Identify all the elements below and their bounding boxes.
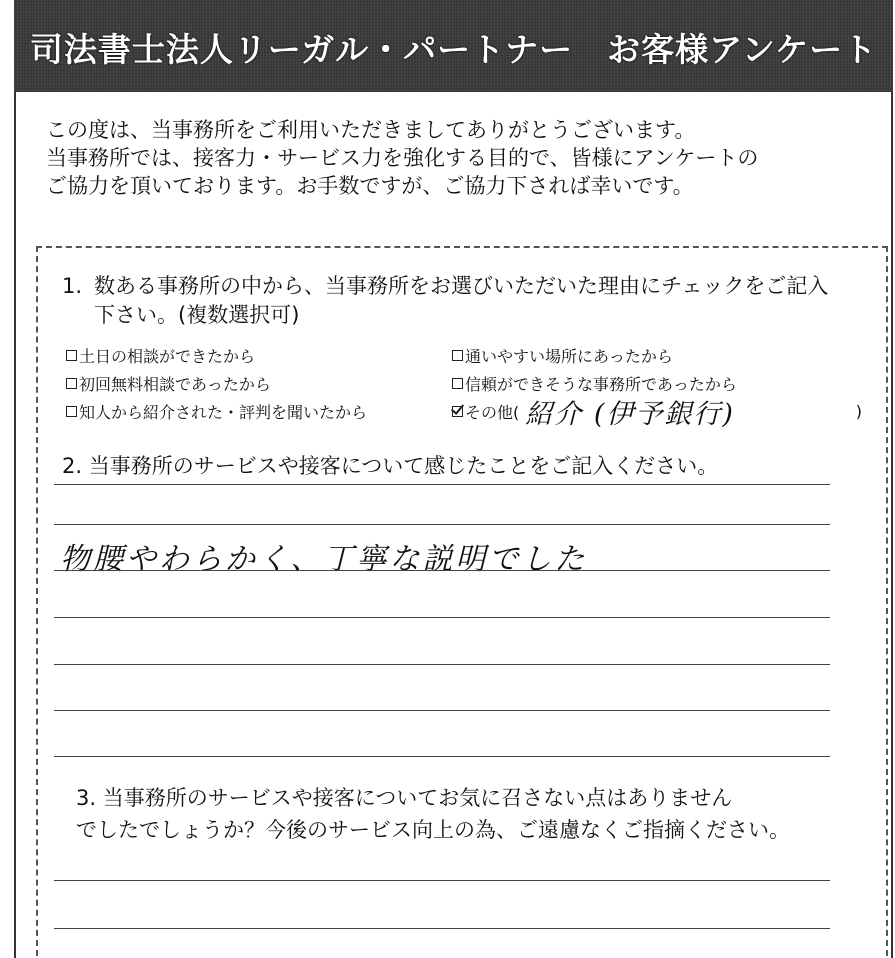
answer-line xyxy=(54,617,830,618)
question-2: 2. 当事務所のサービスや接客について感じたことをご記入ください。 xyxy=(62,454,719,478)
answer-line xyxy=(54,928,830,929)
question-3-line1: 3. 当事務所のサービスや接客についてお気に召さない点はありません xyxy=(76,786,733,810)
checkbox[interactable] xyxy=(66,406,77,417)
header-banner xyxy=(14,0,893,92)
handwritten-other: 紹介 (伊予銀行) xyxy=(525,399,735,430)
intro-line: ご協力を頂いております。お手数ですが、ご協力下されば幸いです。 xyxy=(46,174,694,198)
question-1-text-cont: 下さい。(複数選択可) xyxy=(94,303,300,327)
checkbox-checked[interactable] xyxy=(452,406,463,417)
option-close-paren: ) xyxy=(855,402,862,421)
form-title: 司法書士法人リーガル・パートナー お客様アンケート xyxy=(29,30,878,69)
option-weekend-consult[interactable] xyxy=(66,344,255,367)
question-1-number: 1. xyxy=(62,274,83,298)
answer-line xyxy=(54,524,830,525)
answer-line xyxy=(54,880,830,881)
intro-text xyxy=(46,116,866,200)
option-referral[interactable] xyxy=(66,400,367,423)
answer-line xyxy=(54,756,830,757)
intro-line: 当事務所では、接客力・サービス力を強化する目的で、皆様にアンケートの xyxy=(46,146,759,170)
answer-line xyxy=(54,484,830,485)
option-convenient-location[interactable] xyxy=(452,344,673,367)
option-label: 初回無料相談であったから xyxy=(79,375,271,394)
checkbox[interactable] xyxy=(66,378,77,389)
question-3-line2: でしたでしょうか？今後のサービス向上の為、ご遠慮なくご指摘ください。 xyxy=(76,818,790,842)
option-free-consult[interactable] xyxy=(66,372,271,395)
option-label: 信頼ができそうな事務所であったから xyxy=(465,375,737,394)
option-label: 知人から紹介された・評判を聞いたから xyxy=(79,403,368,422)
option-other[interactable] xyxy=(452,392,862,431)
intro-line: この度は、当事務所をご利用いただきましてありがとうございます。 xyxy=(46,118,696,142)
checkbox[interactable] xyxy=(452,378,463,389)
handwritten-answer: 物腰やわらかく、丁寧な説明でした xyxy=(60,542,588,577)
answer-line xyxy=(54,664,830,665)
answer-line xyxy=(54,570,830,571)
option-label: 通いやすい場所にあったから xyxy=(465,347,673,366)
checkbox[interactable] xyxy=(452,350,463,361)
answer-line xyxy=(54,710,830,711)
option-label: その他( xyxy=(465,403,520,422)
question-1 xyxy=(62,272,888,330)
option-label: 土日の相談ができたから xyxy=(79,347,256,366)
question-1-text: 数ある事務所の中から、当事務所をお選びいただいた理由にチェックをご記入 xyxy=(94,274,829,298)
checkbox[interactable] xyxy=(66,350,77,361)
